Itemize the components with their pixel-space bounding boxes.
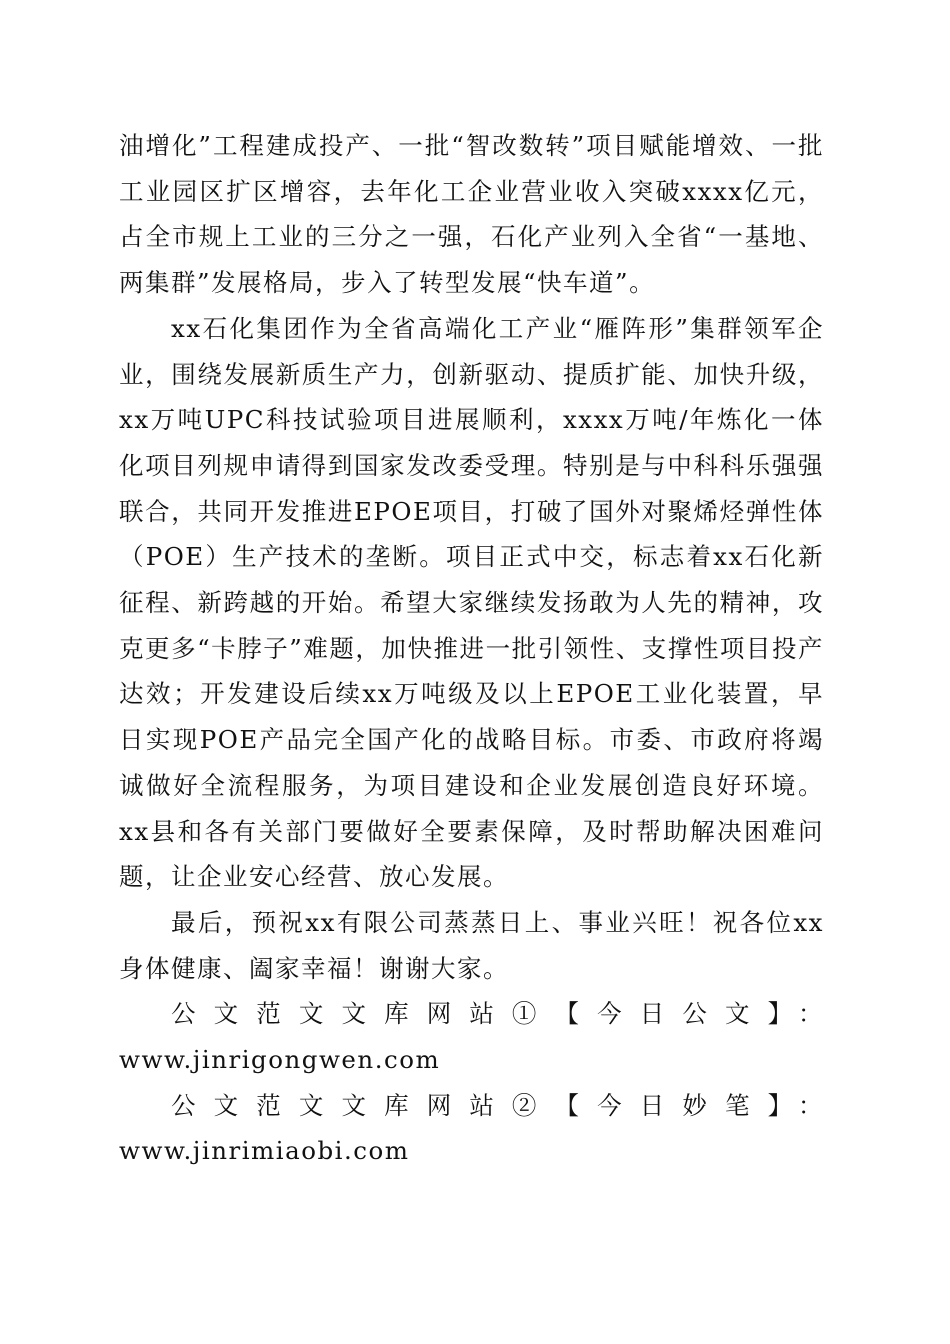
paragraph-3: 最后，预祝xx有限公司蒸蒸日上、事业兴旺！祝各位xx身体健康、阖家幸福！谢谢大家。 [119,907,824,983]
paragraph-1: 油增化”工程建成投产、一批“智改数转”项目赋能增效、一批工业园区扩区增容，去年化工企业营业收入突破xxxx亿元，占全市规上工业的三分之一强，石化产业列入全省“一基地、两集群”发展格局，步入了转型发展“快车道”。 [119,131,824,298]
footer-link-url-1[interactable]: www.jinrigongwen.com [119,1045,441,1075]
footer-link-line-1 [119,991,824,1082]
paragraph-2: xx石化集团作为全省高端化工产业“雁阵形”集群领军企业，围绕发展新质生产力，创新驱动、提质扩能、加快升级，xx万吨UPC科技试验项目进展顺利，xxxx万吨/年炼化一体化项目列规申请得到国家发改委受理。特别是与中科科乐强强联合，共同开发推进EPOE项目，打破了国外对聚烯烃弹性体（POE）生产技术的垄断。项目正式中交，标志着xx石化新征程、新跨越的开始。希望大家继续发扬敢为人先的精神，攻克更多“卡脖子”难题，加快推进一批引领性、支撑性项目投产达效；开发建设后续xx万吨级及以上EPOE工业化装置，早日实现POE产品完全国产化的战略目标。市委、市政府将竭诚做好全流程服务，为项目建设和企业发展创造良好环境。xx县和各有关部门要做好全要素保障，及时帮助解决困难问题，让企业安心经营、放心发展。 [119,313,824,892]
document-body [119,123,824,1174]
footer-link-label-1: 公文范文文库网站①【今日公文】： [171,999,824,1029]
footer-link-line-2 [119,1083,824,1174]
footer-link-url-2[interactable]: www.jinrimiaobi.com [119,1136,410,1166]
footer-link-label-2: 公文范文文库网站②【今日妙笔】： [171,1090,824,1120]
